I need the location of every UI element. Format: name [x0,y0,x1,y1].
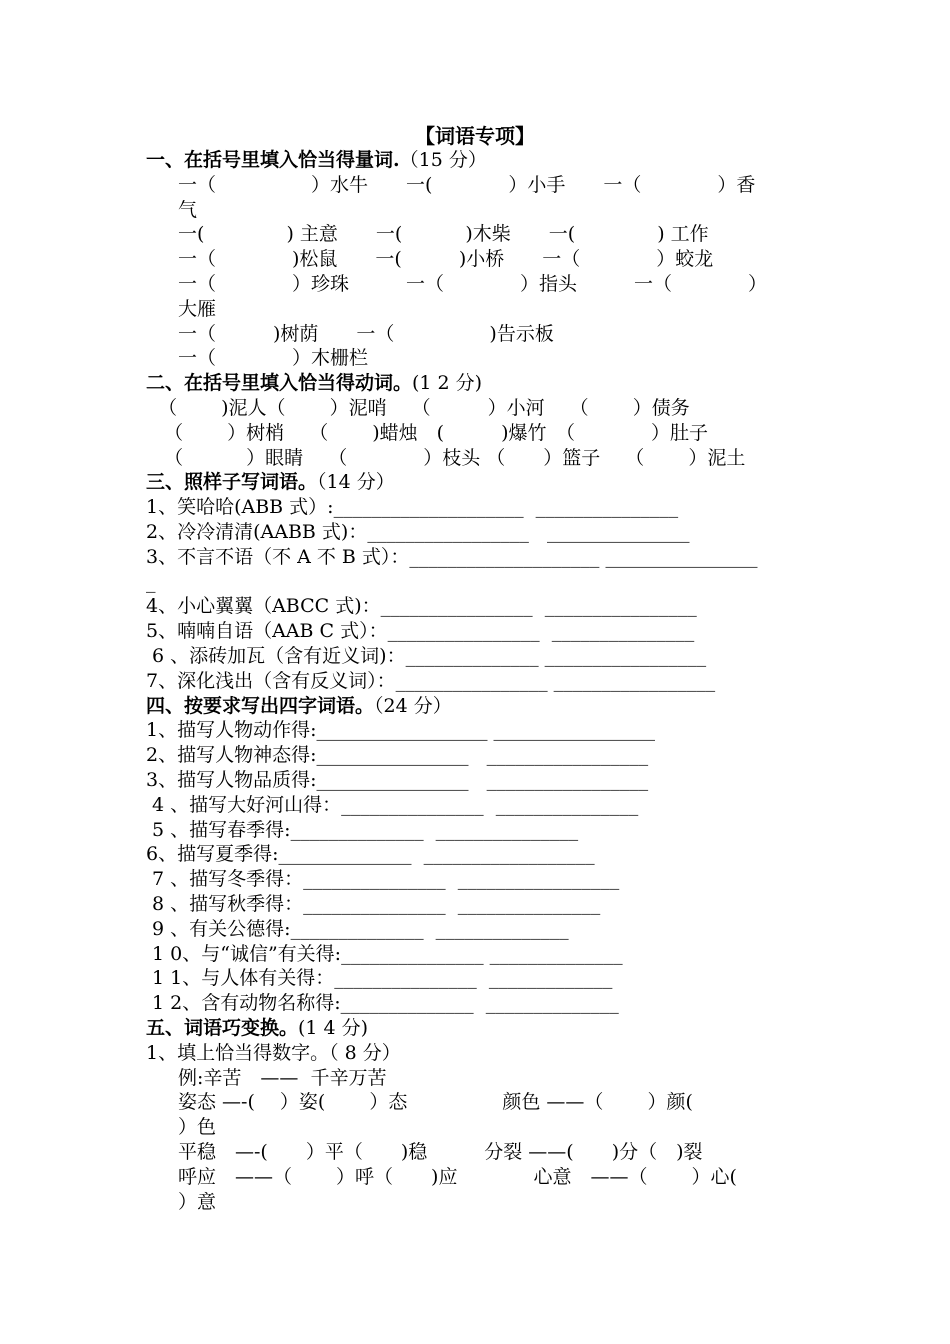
line-text: 5 、描写春季得:______________ _______________ [146,818,579,841]
line-text: 大雁 [178,297,217,320]
exercise-line [146,966,816,991]
line-text: （ )泥人（ ）泥哨 （ ）小河 （ ）债务 [146,397,690,419]
line-text: 一( ) 主意 一( )木柴 一( ) 工作 [178,223,709,246]
exercise-line [146,1041,816,1066]
line-text: 7 、描写冬季得：_______________ _________________ [146,868,620,891]
exercise-line [178,1190,848,1215]
line-text: 一（ ）木栅栏 [178,347,369,370]
line-text: 一（ ）珍珠 一（ ）指头 一（ ） [178,273,768,295]
exercise-line [146,942,816,967]
exercise-line [146,545,816,570]
line-text: 1、笑哈哈(ABB 式）:____________________ _______________ [146,496,679,519]
exercise-line [146,842,816,867]
line-text: （ ）树梢 （ )蜡烛 ( )爆竹 （ ）肚子 [146,421,708,444]
line-text: 7、深化浅出（含有反义词）：________________ _________________ [146,669,716,692]
line-text: 1 1、与人体有关得：_______________ _____________ [146,967,613,990]
line-text: 3、不言不语（不 A 不 B 式）：____________________ ________________ [146,545,758,568]
exercise-line [146,619,816,644]
line-text: 1、描写人物动作得:__________________ _________________ [146,719,656,742]
exercise-line [146,520,816,545]
line-text: 9 、有关公德得:______________ ______________ [146,917,569,940]
line-text: 8 、描写秋季得：_______________ _______________ [146,893,601,915]
exercise-line [146,644,816,669]
exercise-line [178,222,848,247]
line-text: 一（ )树荫 一（ )告示板 [178,322,554,345]
exercise-line [146,495,816,520]
page-title: 【词语专项】 [415,124,535,148]
line-text: 气 [178,198,198,221]
line-text: 1、填上恰当得数字。（ 8 分） [146,1041,401,1064]
exercise-line [178,272,848,297]
exercise-line [178,346,848,371]
exercise-line [146,421,816,446]
line-text: _ [146,570,156,593]
exercise-line [178,297,848,322]
line-text: 五、词语巧变换。 [146,1017,299,1039]
exercise-line [178,247,848,272]
exercise-line [146,892,816,917]
line-text: 4、小心翼翼（ABCC 式)：________________ ________________ [146,595,697,618]
exercise-line [146,917,816,942]
exercise-line [178,1090,848,1115]
section-heading [146,1016,816,1041]
section-heading [146,694,816,719]
line-text: （ ）眼睛 （ ）枝头 （ ）篮子 （ ）泥土 [146,446,746,469]
line-text: 一（ )松鼠 一( )小桥 一（ ）蛟龙 [178,248,714,271]
exercise-line [146,570,816,595]
line-text: 一、在括号里填入恰当得量词. [146,149,400,171]
exercise-line [146,991,816,1016]
line-text: 三、照样子写词语。 [146,471,318,494]
exercise-line [146,446,816,471]
exercise-line [146,594,816,619]
line-text: 4 、描写大好河山得：_______________ _______________ [146,793,639,816]
line-text: 二、在括号里填入恰当得动词。 [146,372,413,395]
exercise-line [178,1066,848,1091]
exercise-line [178,322,848,347]
exercise-line [146,867,816,892]
exercise-line [146,669,816,694]
line-text: ）意 [178,1190,217,1213]
section-points: （24 分） [374,694,452,717]
exercise-line [178,1115,848,1140]
line-text: 四、按要求写出四字词语。 [146,694,375,717]
section-points: （15 分） [399,149,487,171]
line-text: 一（ ）水牛 一( ）小手 一（ ）香 [178,173,756,196]
exercise-line [146,396,816,421]
line-text: 2、冷冷清清(AABB 式)：_________________ _______________ [146,521,690,543]
line-text: 6 、添砖加瓦（含有近义词)：______________ _________________ [146,645,707,667]
line-text: 5、喃喃自语（AAB C 式）：________________ _______________ [146,620,695,643]
section-heading [146,470,816,495]
section-points: (1 4 分) [298,1017,369,1039]
line-text: 呼应 ——（ ）呼（ )应 心意 ——（ ）心( [178,1165,737,1188]
exercise-line [146,818,816,843]
exercise-line [146,793,816,818]
line-text: 6、描写夏季得:______________ __________________ [146,843,595,866]
exercise-line [146,743,816,768]
line-text: 例:辛苦 —— 千辛万苦 [178,1066,387,1089]
exercise-line [178,1140,848,1165]
section-points: （14 分） [317,471,395,494]
section-heading [146,371,816,396]
line-text: ）色 [178,1116,217,1139]
exercise-line [178,173,848,198]
line-text: 姿态 —-( ）姿( ）态 颜色 ——（ ）颜( [178,1091,693,1114]
exercise-line [178,1165,848,1190]
exercise-line [178,198,848,223]
line-text: 1 2、含有动物名称得:______________ ______________ [146,992,619,1015]
line-text: 平稳 —-( ）平（ )稳 分裂 ——( )分（ )裂 [178,1141,703,1163]
line-text: 2、描写人物神态得:________________ _________________ [146,744,649,767]
exercise-line [146,768,816,793]
exercise-line [146,718,816,743]
section-points: (1 2 分) [412,372,483,395]
section-heading [146,148,816,173]
line-text: 1 0、与“诚信”有关得:_______________ ______________ [146,942,623,965]
line-text: 3、描写人物品质得:________________ _________________ [146,769,649,791]
